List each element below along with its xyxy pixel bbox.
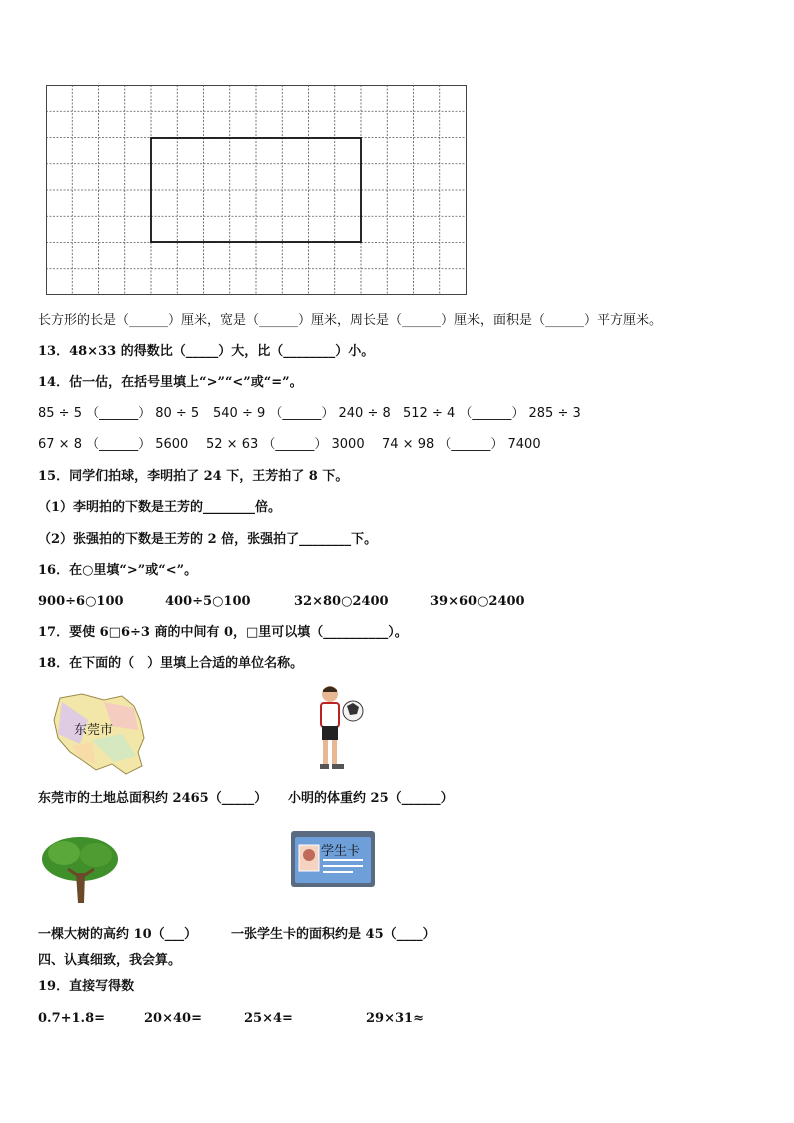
q18-line1-left: 东莞市的土地总面积约 2465（_____） (38, 791, 268, 806)
q18-title: 18．在下面的（ ）里填上合适的单位名称。 (38, 656, 304, 671)
q14-item: 540 ÷ 9 （______） 240 ÷ 8 (213, 406, 391, 421)
q12-answer-line: 长方形的长是（______）厘米，宽是（______）厘米，周长是（______）厘米，面积是（______）平方厘米。 (38, 313, 663, 328)
q17: 17．要使 6□6÷3 商的中间有 0，□里可以填（__________）。 (38, 625, 408, 640)
q14-title: 14．估一估，在括号里填上“>”“<”或“=”。 (38, 375, 303, 390)
q16-item: 32×80○2400 (294, 594, 389, 609)
q15-title: 15．同学们拍球，李明拍了 24 下，王芳拍了 8 下。 (38, 469, 349, 484)
q19-item: 20×40= (144, 1011, 202, 1026)
boy-with-ball-image (315, 684, 367, 774)
q16-item: 39×60○2400 (430, 594, 525, 609)
tree-image (40, 833, 120, 907)
q19-title: 19．直接写得数 (38, 979, 135, 994)
q19-item: 29×31≈ (366, 1011, 424, 1026)
grid-figure (46, 85, 467, 295)
student-card-image (291, 831, 375, 887)
q19-item: 25×4= (244, 1011, 293, 1026)
q19-item: 0.7+1.8= (38, 1011, 106, 1026)
q18-line2-left: 一棵大树的高约 10（___） (38, 927, 198, 942)
map-label: 东莞市 (74, 723, 114, 738)
q14-item: 74 × 98 （______） 7400 (382, 437, 541, 452)
q18-line2-right: 一张学生卡的面积约是 45（____） (231, 927, 436, 942)
q15-part2: （2）张强拍的下数是王芳的 2 倍，张强拍了________下。 (38, 532, 378, 547)
q16-item: 400÷5○100 (165, 594, 251, 609)
dongguan-map-image (52, 690, 148, 778)
card-label: 学生卡 (321, 844, 361, 859)
q15-part1: （1）李明拍的下数是王芳的________倍。 (38, 500, 282, 515)
q14-item: 52 × 63 （______） 3000 (206, 437, 365, 452)
q14-item: 67 × 8 （______） 5600 (38, 437, 189, 452)
q14-item: 85 ÷ 5 （______） 80 ÷ 5 (38, 406, 200, 421)
q16-item: 900÷6○100 (38, 594, 124, 609)
q14-item: 512 ÷ 4 （______） 285 ÷ 3 (403, 406, 581, 421)
q16-title: 16．在○里填“>”或“<”。 (38, 563, 198, 578)
section-4-heading: 四、认真细致，我会算。 (38, 953, 182, 968)
q13: 13．48×33 的得数比（_____）大，比（________）小。 (38, 344, 375, 359)
q18-line1-right: 小明的体重约 25（______） (288, 791, 454, 806)
